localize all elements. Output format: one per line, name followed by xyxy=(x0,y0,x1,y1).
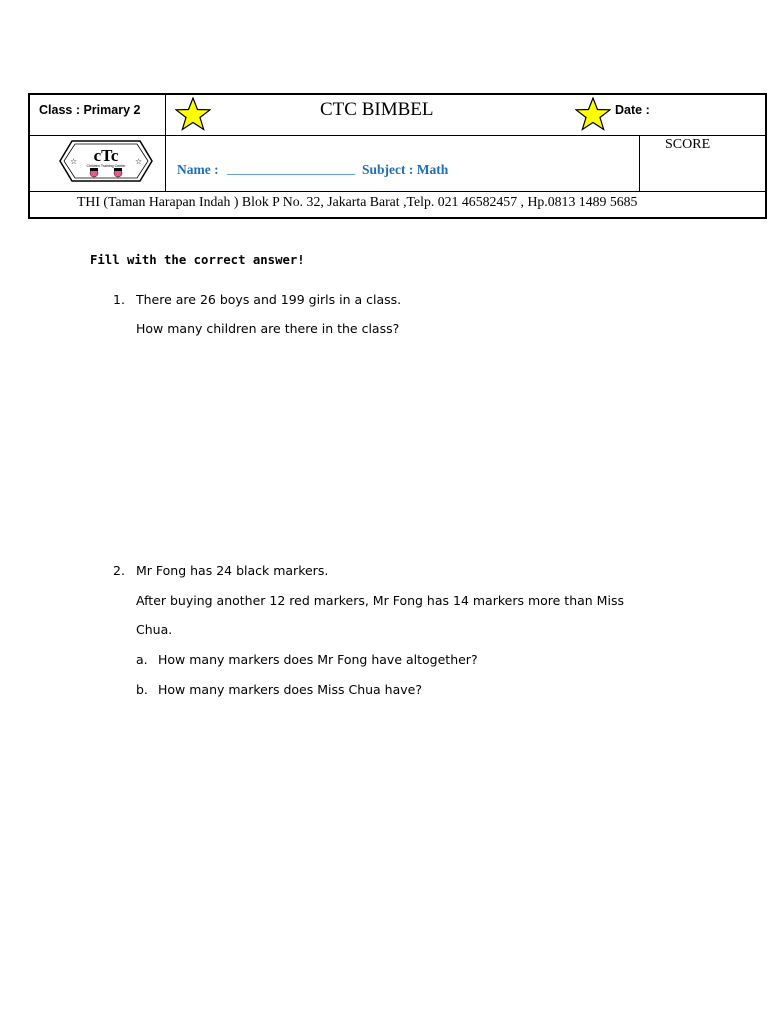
question-number: 1. xyxy=(113,292,125,307)
question-line: Chua. xyxy=(136,622,173,637)
question-line: How many children are there in the class? xyxy=(136,321,400,336)
instruction-text: Fill with the correct answer! xyxy=(90,253,305,267)
score-label: SCORE xyxy=(665,137,711,152)
name-label: Name : xyxy=(177,162,219,177)
svg-text:☆: ☆ xyxy=(70,157,78,166)
subquestion-text: How many markers does Miss Chua have? xyxy=(158,682,422,697)
header-vdivider-right xyxy=(639,135,640,191)
header-divider-1 xyxy=(30,135,765,136)
question-line: After buying another 12 red markers, Mr Fong has 14 markers more than Miss xyxy=(136,593,624,608)
worksheet-title: CTC BIMBEL xyxy=(320,99,434,120)
subject-label: Subject : Math xyxy=(362,162,449,177)
star-icon xyxy=(575,97,611,131)
logo-subtext: Children Training Center xyxy=(86,164,126,168)
subquestion-text: How many markers does Mr Fong have altogether? xyxy=(158,652,478,667)
header-vdivider-left xyxy=(165,95,166,191)
subquestion-label: b. xyxy=(136,682,148,697)
question-line: There are 26 boys and 199 girls in a class. xyxy=(136,292,402,307)
logo-text: cTc xyxy=(93,146,119,165)
question-line: Mr Fong has 24 black markers. xyxy=(136,563,329,578)
address-line: THI (Taman Harapan Indah ) Blok P No. 32, Jakarta Barat ,Telp. 021 46582457 , Hp.0813 1489 5685 xyxy=(77,194,638,209)
worksheet-header xyxy=(28,93,767,219)
star-icon xyxy=(175,97,211,131)
ctc-logo xyxy=(58,139,154,183)
date-label: Date : xyxy=(615,103,650,117)
name-field[interactable]: ___________________ xyxy=(227,161,356,176)
header-divider-2 xyxy=(30,191,765,192)
subquestion-label: a. xyxy=(136,652,148,667)
question-number: 2. xyxy=(113,563,125,578)
svg-text:☆: ☆ xyxy=(135,157,143,166)
class-label: Class : Primary 2 xyxy=(39,103,141,117)
